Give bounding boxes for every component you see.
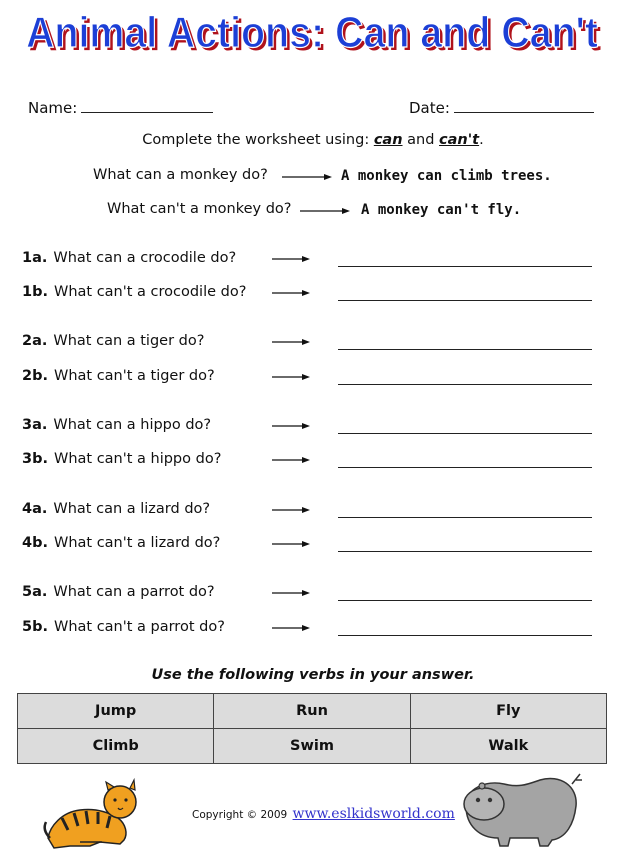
question-text: What can't a lizard do? <box>53 535 221 551</box>
question-row <box>22 501 602 523</box>
arrow-icon <box>272 588 310 598</box>
name-label: Name: <box>28 99 78 117</box>
worksheet-title <box>22 6 604 58</box>
example-question-2: What can't a monkey do? <box>107 201 292 217</box>
question-text: What can a crocodile do? <box>53 250 237 266</box>
example-answer-2: A monkey can't fly. <box>361 202 522 218</box>
question-number: 3b. <box>22 451 48 467</box>
date-blank[interactable] <box>454 98 594 113</box>
verbs-row <box>18 694 607 729</box>
answer-line[interactable] <box>338 384 592 385</box>
verb-cell: Jump <box>18 694 214 729</box>
name-blank[interactable] <box>81 98 213 113</box>
question-row <box>22 333 602 355</box>
answer-line[interactable] <box>338 433 592 434</box>
verbs-table <box>17 693 607 764</box>
question-text: What can't a tiger do? <box>53 368 215 384</box>
question-row <box>22 250 602 272</box>
arrow-icon <box>282 172 332 182</box>
question-number: 4a. <box>22 501 48 517</box>
copyright <box>192 806 455 822</box>
answer-line[interactable] <box>338 467 592 468</box>
question-number: 5a. <box>22 584 48 600</box>
question-number: 3a. <box>22 417 48 433</box>
question-number: 1b. <box>22 284 48 300</box>
question-row <box>22 417 602 439</box>
verb-cell: Walk <box>410 729 606 764</box>
arrow-icon <box>272 337 310 347</box>
title-text: Animal Actions: Can and Can't <box>26 8 599 57</box>
keyword-can: can <box>373 132 403 148</box>
question-number: 1a. <box>22 250 48 266</box>
question-number: 2a. <box>22 333 48 349</box>
answer-line[interactable] <box>338 300 592 301</box>
answer-line[interactable] <box>338 551 592 552</box>
keyword-cant: can't <box>439 132 480 148</box>
question-row <box>22 451 602 473</box>
question-text: What can't a crocodile do? <box>53 284 247 300</box>
verbs-instruction: Use the following verbs in your answer. <box>151 667 475 683</box>
date-label: Date: <box>409 99 450 117</box>
instructions <box>0 132 626 148</box>
question-number: 2b. <box>22 368 48 384</box>
date-field[interactable] <box>409 98 594 117</box>
answer-line[interactable] <box>338 600 592 601</box>
tiger-icon <box>40 768 140 850</box>
question-number: 4b. <box>22 535 48 551</box>
question-text: What can't a parrot do? <box>53 619 225 635</box>
question-number: 5b. <box>22 619 48 635</box>
website-link[interactable]: www.eslkidsworld.com <box>292 806 455 822</box>
question-text: What can a hippo do? <box>53 417 212 433</box>
question-row <box>22 535 602 557</box>
answer-line[interactable] <box>338 517 592 518</box>
example-answer-1: A monkey can climb trees. <box>341 168 552 184</box>
hippo-icon <box>456 766 584 848</box>
answer-line[interactable] <box>338 349 592 350</box>
question-text: What can a tiger do? <box>53 333 205 349</box>
arrow-icon <box>272 288 310 298</box>
instructions-prefix: Complete the worksheet using: <box>142 132 374 148</box>
verbs-row <box>18 729 607 764</box>
question-row <box>22 284 602 306</box>
arrow-icon <box>272 254 310 264</box>
arrow-icon <box>272 372 310 382</box>
question-text: What can a lizard do? <box>53 501 211 517</box>
question-text: What can't a hippo do? <box>53 451 222 467</box>
arrow-icon <box>272 505 310 515</box>
arrow-icon <box>300 206 350 216</box>
verb-cell: Fly <box>410 694 606 729</box>
answer-line[interactable] <box>338 635 592 636</box>
instructions-suffix: . <box>479 132 484 148</box>
instructions-middle: and <box>402 132 440 148</box>
question-row <box>22 368 602 390</box>
verb-cell: Swim <box>214 729 410 764</box>
verb-cell: Climb <box>18 729 214 764</box>
question-row <box>22 619 602 641</box>
name-field[interactable] <box>28 98 213 117</box>
question-text: What can a parrot do? <box>53 584 215 600</box>
copyright-text: Copyright © 2009 <box>192 809 288 821</box>
question-row <box>22 584 602 606</box>
arrow-icon <box>272 421 310 431</box>
arrow-icon <box>272 455 310 465</box>
answer-line[interactable] <box>338 266 592 267</box>
title-shadow: Animal Actions: Can and Can't <box>29 11 602 58</box>
example-question-1: What can a monkey do? <box>93 167 268 183</box>
arrow-icon <box>272 623 310 633</box>
verb-cell: Run <box>214 694 410 729</box>
arrow-icon <box>272 539 310 549</box>
